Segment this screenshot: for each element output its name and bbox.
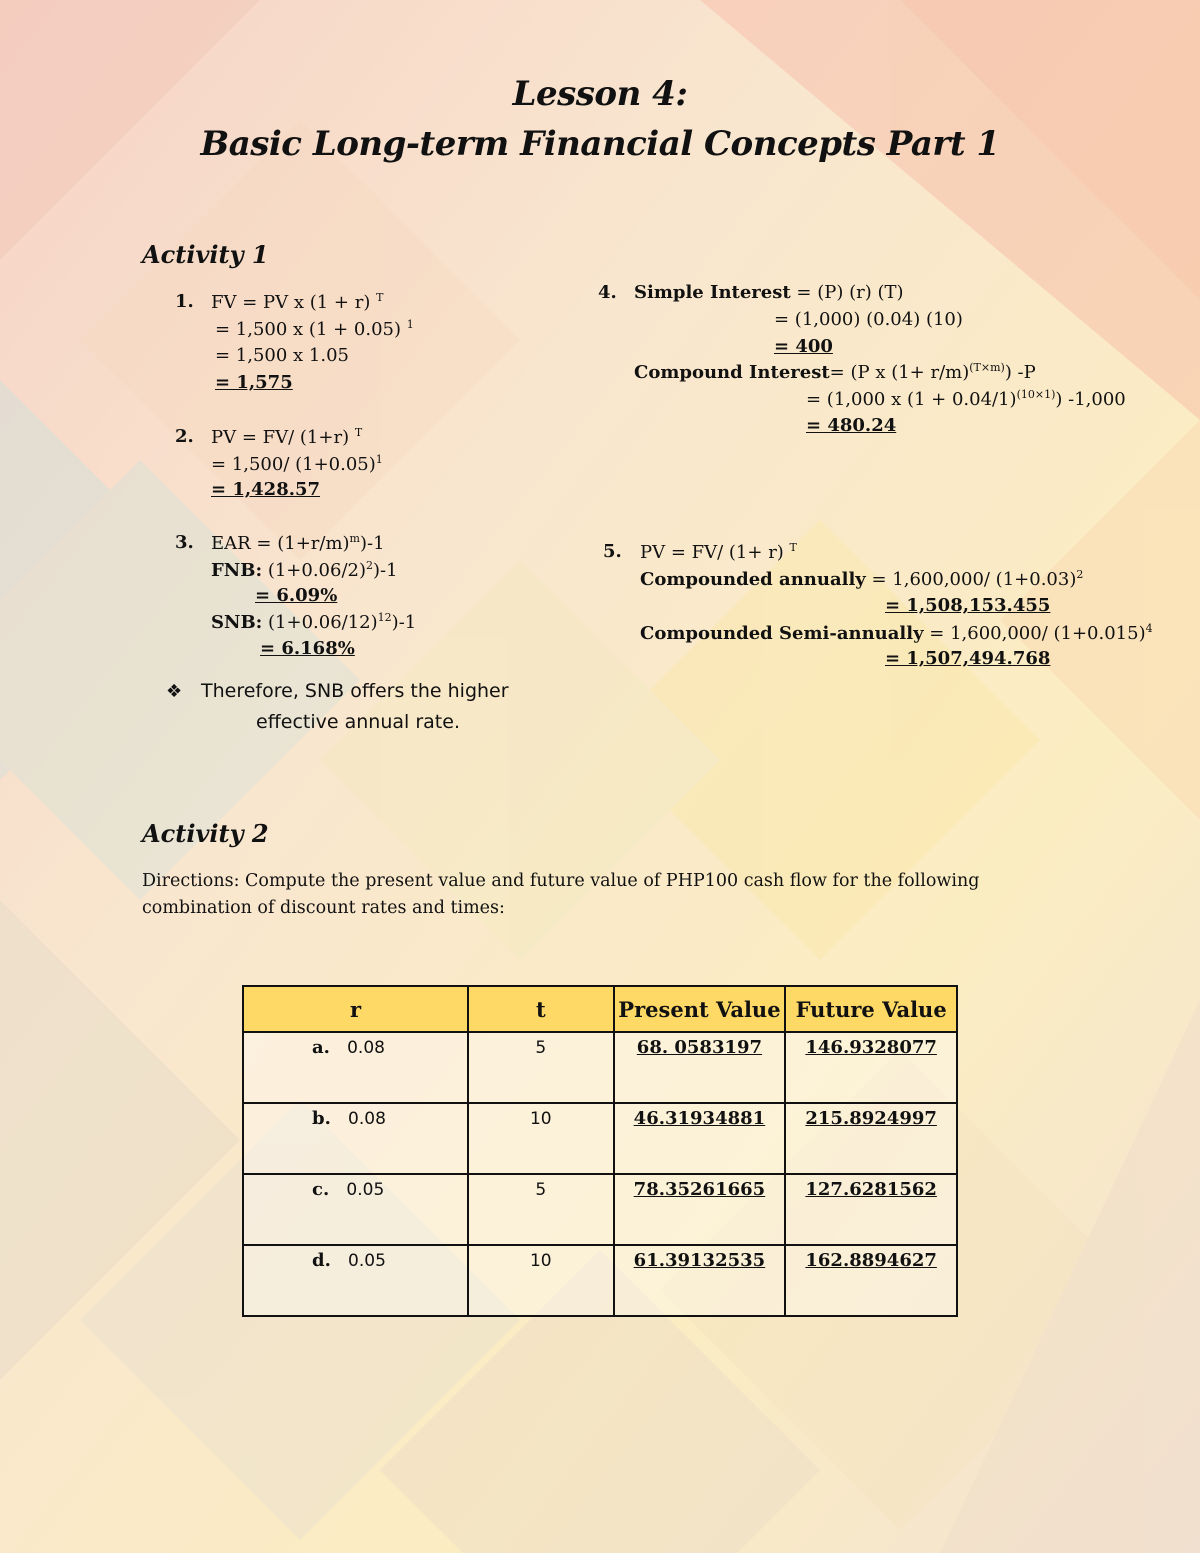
item-5-annually-result: = 1,508,153.455 (885, 595, 1051, 616)
item-3-snb: SNB: $(1+0.06/12)^{12})-1$ (211, 611, 417, 633)
cell-t: 10 (468, 1245, 614, 1316)
item-1-result: = 1,575 (215, 372, 293, 393)
cell-r: c. 0.05 (243, 1174, 468, 1245)
diamond-bullet-icon: ❖ (166, 681, 183, 702)
table-row (243, 1174, 957, 1245)
item-5-annually: Compounded annually = 1,600,000/ $(1+0.03)^2$ (640, 568, 1084, 590)
item-5-line-1: PV = FV/ (1+ r) $^T$ (640, 541, 797, 563)
header-r: r (243, 986, 468, 1032)
item-1-line-1: FV = PV x (1 + r) $^T$ (211, 291, 384, 313)
item-2-number: 2. (175, 426, 194, 447)
item-2-line-2: = 1,500/ $(1+0.05)^1$ (211, 453, 383, 475)
cell-present-value: 68. 0583197 (614, 1032, 786, 1103)
cell-r: a. 0.08 (243, 1032, 468, 1103)
item-3-fnb-result: = 6.09% (255, 585, 338, 606)
item-4-compound-interest-line-2: = (1,000 x $(1 + 0.04/1)^{(10\times 1)}$) -1,000 (806, 388, 1126, 410)
cell-present-value: 46.31934881 (614, 1103, 786, 1174)
table-header-row (243, 986, 957, 1032)
directions-line-1: Directions: Compute the present value and future value of PHP100 cash flow for the following (142, 871, 980, 891)
table-row (243, 1103, 957, 1174)
cell-future-value: 146.9328077 (785, 1032, 957, 1103)
cell-r: b. 0.08 (243, 1103, 468, 1174)
lesson-title: Lesson 4: (512, 74, 688, 114)
item-4-simple-interest-line-2: = (1,000) (0.04) (10) (774, 309, 963, 330)
item-1-line-3: = 1,500 x 1.05 (215, 345, 350, 366)
header-t: t (468, 986, 614, 1032)
item-5-semi-annually: Compounded Semi-annually = 1,600,000/ $(1+0.015)^4$ (640, 622, 1153, 644)
header-present-value: Present Value (614, 986, 786, 1032)
item-3-line-1: EAR = $(1+r/m)^m)-1$ (211, 532, 385, 554)
item-2-result: = 1,428.57 (211, 479, 321, 500)
item-4-compound-interest-result: = 480.24 (806, 415, 897, 436)
activity-1-heading: Activity 1 (142, 240, 269, 269)
cell-future-value: 162.8894627 (785, 1245, 957, 1316)
cell-t: 5 (468, 1174, 614, 1245)
cell-future-value: 127.6281562 (785, 1174, 957, 1245)
cell-t: 10 (468, 1103, 614, 1174)
cell-r: d. 0.05 (243, 1245, 468, 1316)
cell-present-value: 61.39132535 (614, 1245, 786, 1316)
item-1-line-2: = 1,500 x (1 + 0.05) $^1$ (215, 318, 414, 340)
values-table (242, 985, 958, 1317)
activity-2-heading: Activity 2 (142, 819, 269, 848)
cell-future-value: 215.8924997 (785, 1103, 957, 1174)
item-3-snb-result: = 6.168% (260, 638, 355, 659)
table-row (243, 1032, 957, 1103)
table-row (243, 1245, 957, 1316)
cell-present-value: 78.35261665 (614, 1174, 786, 1245)
header-future-value: Future Value (785, 986, 957, 1032)
item-2-line-1: PV = FV/ (1+r) $^T$ (211, 426, 363, 448)
cell-t: 5 (468, 1032, 614, 1103)
item-4-simple-interest-result: = 400 (774, 336, 833, 357)
item-5-number: 5. (603, 541, 622, 562)
item-4-number: 4. (598, 282, 617, 303)
conclusion-line-2: effective annual rate. (256, 711, 460, 733)
item-5-semi-annually-result: = 1,507,494.768 (885, 648, 1051, 669)
item-3-number: 3. (175, 532, 194, 553)
lesson-subtitle: Basic Long-term Financial Concepts Part 1 (200, 124, 1000, 164)
directions-line-2: combination of discount rates and times: (142, 898, 505, 918)
conclusion-line-1: Therefore, SNB offers the higher (201, 680, 509, 702)
item-4-simple-interest: Simple Interest = (P) (r) (T) (634, 282, 904, 303)
item-1-number: 1. (175, 291, 194, 312)
item-3-fnb: FNB: $(1+0.06/2)^2)-1$ (211, 559, 398, 581)
item-4-compound-interest: Compound Interest= (P x $(1+ r/m)^{(T\times m)}$) -P (634, 361, 1036, 383)
